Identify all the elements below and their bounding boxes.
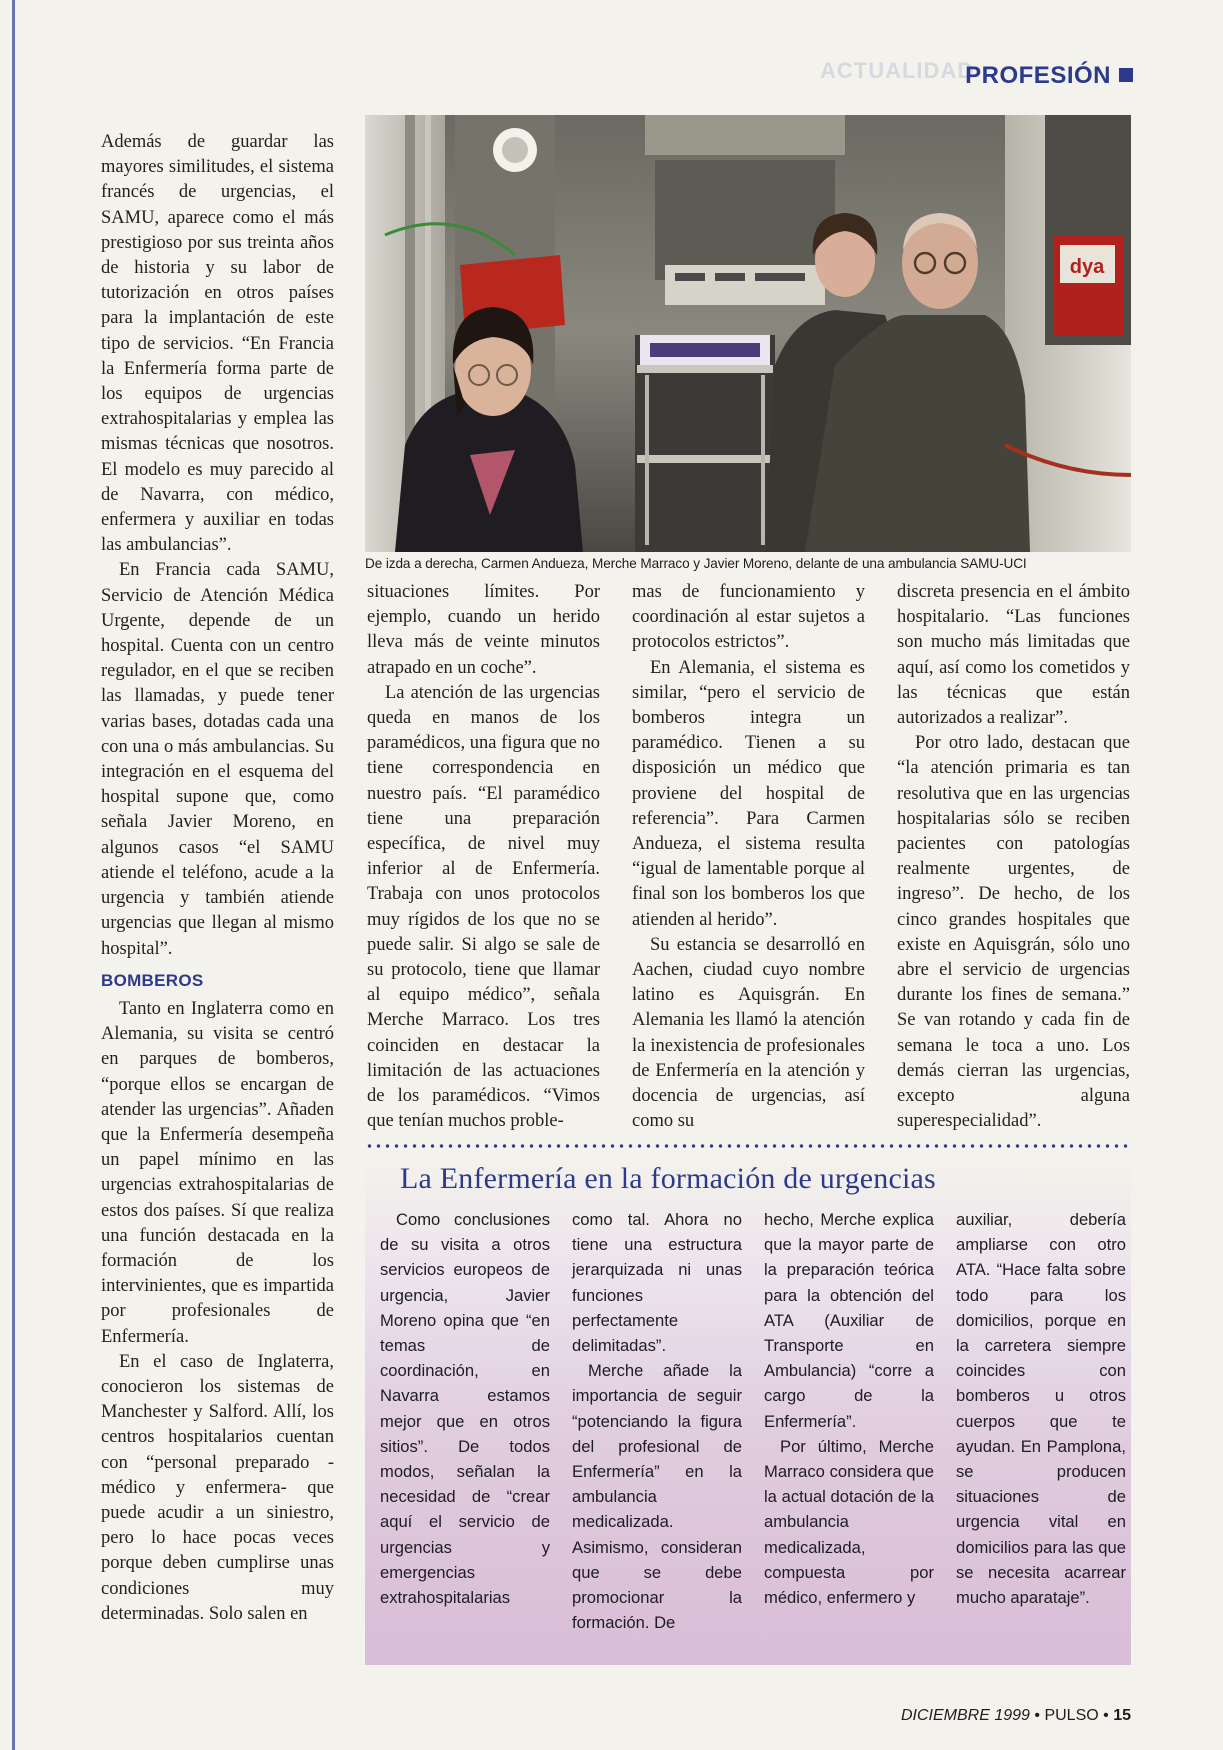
ambulance-photo-illustration bbox=[365, 115, 1131, 552]
body-paragraph: situaciones límites. Por ejemplo, cuando un herido lleva más de veinte minutos atrapado en un coche”. bbox=[367, 582, 600, 678]
sidebar-paragraph: como tal. Ahora no tiene una estructura jerarquizada ni unas funciones perfectamente delimitadas”. bbox=[572, 1210, 742, 1356]
footer-magazine: PULSO bbox=[1044, 1707, 1099, 1724]
sidebar-box bbox=[365, 1158, 1131, 1665]
sidebar-column-4 bbox=[956, 1207, 1126, 1610]
body-paragraph: Por otro lado, destacan que “la atención primaria es tan resolutiva que en las urgencias hospitalarias sólo se reciben pacientes con patologías realmente urgentes, de ingreso”. De hecho, de los cinco grandes hospitales que existe en Aquisgrán, sólo uno abre el servicio de urgencias durante los fines de semana.” Se van rotando y cada fin de semana le toca a uno. Los demás cierran las urgencias, excepto alguna superespecialidad”. bbox=[897, 733, 1130, 1132]
footer-date: DICIEMBRE 1999 bbox=[900, 1707, 1030, 1724]
sidebar-paragraph: Como conclusiones de su visita a otros servicios europeos de urgencia, Javier Moreno opina que “en temas de coordinación, en Navarra estamos mejor que en otros sitios”. De todos modos, señalan la necesidad de “crear aquí el servicio de urgencias y emergencias extrahospitalarias bbox=[380, 1210, 550, 1608]
sidebar-column-3 bbox=[764, 1207, 934, 1610]
sidebar-paragraph: Por último, Merche Marraco considera que la actual dotación de la ambulancia medicalizada, compuesta por médico, enfermero y bbox=[764, 1436, 934, 1608]
ambulance-photo bbox=[365, 115, 1131, 552]
body-paragraph: Además de guardar las mayores similitudes, el sistema francés de urgencias, el SAMU, aparece como el más prestigioso por sus treinta años de historia y su labor de tutorización en otros países para la implantación de este tipo de servicios. “En Francia la Enfermería forma parte de los equipos de urgencias extrahospitalarias y emplea las mismas técnicas que nosotros. El modelo es muy parecido al de Navarra, con médico, enfermera y auxiliar en todas las ambulancias”. bbox=[101, 132, 334, 556]
body-paragraph: En el caso de Inglaterra, conocieron los sistemas de Manchester y Salford. Allí, los centros hospitalarios cuentan con “personal preparado -médico y enfermera- que puede acudir a un siniestro, pero lo hace pocas veces porque deben cumplirse unas condiciones muy determinadas. Solo salen en bbox=[101, 1351, 334, 1624]
body-paragraph: La atención de las urgencias queda en manos de los paramédicos, una figura que no tiene correspondencia en nuestro país. “El paramédico tiene una preparación específica, de nivel muy inferior al de Enfermería. Trabaja con unos protocolos muy rígidos de los que no se puede salir. Si algo se sale de su protocolo, tiene que llamar al equipo médico”, señala Merche Marraco. Los tres coinciden en destacar la limitación de las actuaciones de los paramédicos. “Vimos que tenían muchos proble- bbox=[367, 682, 600, 1132]
section-label: PROFESIÓN bbox=[965, 62, 1111, 89]
footer-separator: • bbox=[1034, 1707, 1040, 1724]
body-column-3 bbox=[632, 580, 865, 1134]
page-footer bbox=[901, 1707, 1131, 1725]
page-number: 15 bbox=[1113, 1707, 1131, 1724]
sidebar-title: La Enfermería en la formación de urgencias bbox=[400, 1162, 936, 1195]
body-paragraph: Tanto en Inglaterra como en Alemania, su visita se centró en parques de bomberos, “porque ellos se encargan de atender las urgencias”. Añaden que la Enfermería desempeña un papel mínimo en las urgencias extrahospitalarias de estos dos países. Sí que realiza una función destacada en la formación de los intervinientes, que es impartida por profesionales de Enfermería. bbox=[101, 998, 334, 1347]
ghost-section-text: ACTUALIDAD bbox=[820, 58, 975, 83]
body-paragraph: mas de funcionamiento y coordinación al estar sujetos a protocolos estrictos”. bbox=[632, 582, 865, 653]
sidebar-paragraph: Merche añade la importancia de seguir “potenciando la figura del profesional de Enfermería” en la ambulancia medicalizada. Asimismo, consideran que se debe promocionar la formación. De bbox=[572, 1361, 742, 1633]
sidebar-paragraph: hecho, Merche explica que la mayor parte de la preparación teórica para la obtención del ATA (Auxiliar de Transporte en Ambulancia) “corre a cargo de la Enfermería”. bbox=[764, 1210, 934, 1431]
body-paragraph: En Francia cada SAMU, Servicio de Atención Médica Urgente, depende de un hospital. Cuenta con un centro regulador, en el que se reciben las llamadas, y puede tener varias bases, dotadas cada una con una o más ambulancias. Su integración en el esquema del hospital supone que, como señala Javier Moreno, en algunos casos “el SAMU atiende el teléfono, acude a la urgencia y también atiende urgencias que llegan al mismo hospital”. bbox=[101, 560, 334, 959]
left-column bbox=[101, 130, 334, 1627]
body-paragraph: Su estancia se desarrolló en Aachen, ciudad cuyo nombre latino es Aquisgrán. En Alemania les llamó la atención la inexistencia de profesionales de Enfermería en la atención y docencia de urgencias, así como su bbox=[632, 934, 865, 1132]
subhead-bomberos: BOMBEROS bbox=[101, 970, 204, 990]
sidebar-column-1 bbox=[380, 1207, 550, 1610]
sidebar-column-2 bbox=[572, 1207, 742, 1635]
body-paragraph: discreta presencia en el ámbito hospitalario. “Las funciones son mucho más limitadas que aquí, así como los cometidos y las técnicas que están autorizados a realizar”. bbox=[897, 582, 1130, 729]
dya-badge-text: dya bbox=[1069, 256, 1105, 278]
sidebar-paragraph: auxiliar, debería ampliarse con otro ATA. “Hace falta sobre todo para los domicilios, porque en la carretera siempre coincides con bomberos u otros cuerpos que te ayudan. En Pamplona, se producen situaciones de urgencia vital en domicilios para las que se necesita acarrear mucho aparataje”. bbox=[956, 1210, 1126, 1608]
body-paragraph: En Alemania, el sistema es similar, “pero el servicio de bomberos integra un paramédico. Tienen a su disposición un médico que proviene del hospital de referencia”. Para Carmen Andueza, el sistema resulta “igual de lamentable porque al final son los bomberos los que atienden al herido”. bbox=[632, 657, 865, 930]
body-column-2 bbox=[367, 580, 600, 1134]
page-edge-rule bbox=[12, 0, 15, 1750]
footer-separator: • bbox=[1103, 1707, 1109, 1724]
section-square-icon bbox=[1119, 68, 1133, 82]
body-column-4 bbox=[897, 580, 1130, 1134]
dotted-divider bbox=[365, 1143, 1131, 1149]
section-header bbox=[965, 62, 1133, 90]
photo-caption: De izda a derecha, Carmen Andueza, Merche Marraco y Javier Moreno, delante de una ambulancia SAMU-UCI bbox=[365, 556, 1027, 571]
